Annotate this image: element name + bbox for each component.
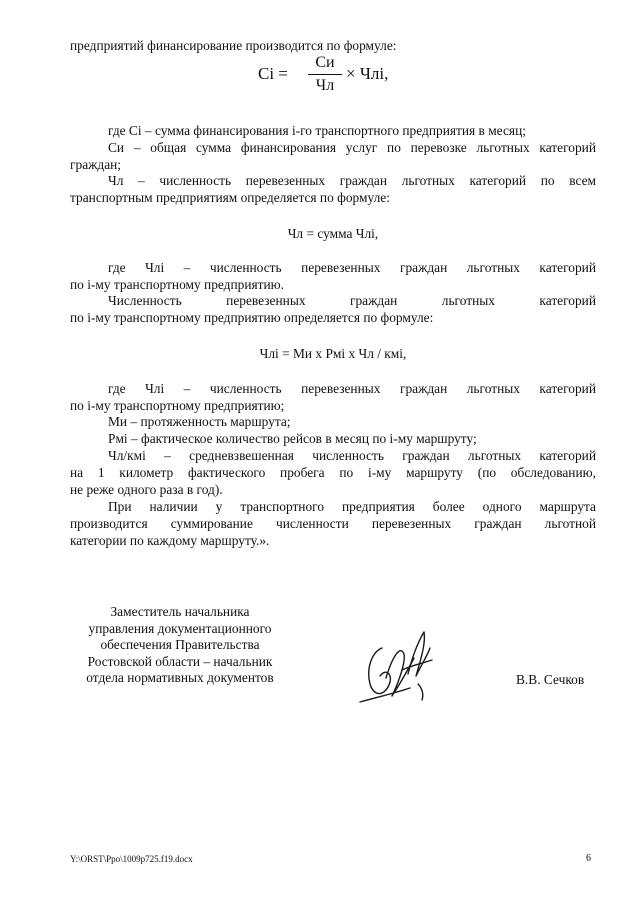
paragraph-line: При наличии у транспортного предприятия более одного маршрута xyxy=(108,499,596,514)
paragraph-line: граждан; xyxy=(70,157,122,172)
paragraph-line: где Члi – численность перевезенных граждан льготных категорий xyxy=(108,260,596,275)
formula-financing xyxy=(258,54,418,98)
signatory-line: отдела нормативных документов xyxy=(86,670,274,685)
paragraph-line: категории по каждому маршруту.». xyxy=(70,533,270,548)
formula-numerator: Си xyxy=(315,54,335,71)
paragraph-line: где Сi – сумма финансирования i-го транспортного предприятия в месяц; xyxy=(108,123,526,138)
file-path: Y:\ORST\Ppo\1009p725.f19.docx xyxy=(70,854,193,864)
paragraph-line: Чл/кмi – средневзвешенная численность граждан льготных категорий xyxy=(108,448,596,463)
formula-per-enterprise: Члi = Ми х Рмi х Чл / кмi, xyxy=(259,346,407,361)
paragraph-line: Численность перевезенных граждан льготных категорий xyxy=(108,293,596,308)
paragraph-line: по i-му транспортному предприятию определяется по формуле: xyxy=(70,310,434,325)
formula-rhs: × Члi, xyxy=(346,64,389,83)
signatory-title xyxy=(62,604,298,687)
signatory-name: В.В. Сечков xyxy=(516,672,585,687)
formula-lhs: Сi = xyxy=(258,64,288,83)
signatory-line: Ростовской области – начальник xyxy=(87,653,273,669)
formula-fraction xyxy=(308,54,342,95)
paragraph-line: Чл – численность перевезенных граждан льготных категорий по всем xyxy=(108,173,596,188)
formula-total: Чл = сумма Члi, xyxy=(287,226,379,241)
paragraph-line: производится суммирование численности перевезенных граждан льготной xyxy=(70,516,596,531)
intro-text: предприятий финансирование производится по формуле: xyxy=(70,38,397,53)
paragraph-line: Ми – протяженность маршрута; xyxy=(108,414,291,429)
signatory-line: обеспечения Правительства xyxy=(100,637,260,652)
fraction-bar xyxy=(308,74,342,75)
signatory-line: управления документационного xyxy=(88,620,272,636)
paragraph-line: по i-му транспортному предприятию. xyxy=(70,277,285,292)
handwritten-signature xyxy=(352,618,442,708)
paragraph-line: не реже одного раза в год). xyxy=(70,482,223,497)
signatory-line: Заместитель начальника xyxy=(110,604,250,619)
paragraph-line: транспортным предприятиям определяется по формуле: xyxy=(70,190,390,205)
paragraph-line: Рмi – фактическое количество рейсов в месяц по i-му маршруту; xyxy=(108,431,477,446)
paragraph-line: где Члi – численность перевезенных граждан льготных категорий xyxy=(108,381,596,396)
paragraph-line: по i-му транспортному предприятию; xyxy=(70,398,285,413)
paragraph-line: на 1 километр фактического пробега по i-му маршруту (по обследованию, xyxy=(70,465,596,480)
page-number: 6 xyxy=(586,853,591,864)
paragraph-line: Си – общая сумма финансирования услуг по перевозке льготных категорий xyxy=(108,140,596,155)
formula-denominator: Чл xyxy=(315,77,335,94)
